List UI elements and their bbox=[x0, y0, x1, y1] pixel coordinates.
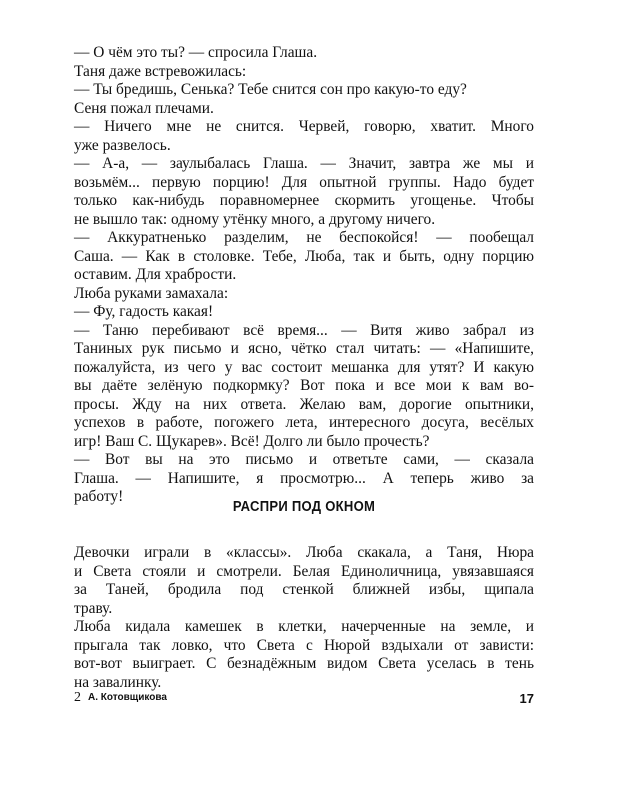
text-line: не вышло так: одному утёнку много, а другому ничего. bbox=[74, 210, 436, 228]
printer-signature-name: А. Котовщикова bbox=[88, 692, 167, 703]
text-line: пожалуйста, из чего у вас состоит мешанка для утят? И какую bbox=[74, 358, 534, 376]
text-line: Таниных рук письмо и ясно, чётко стал читать: — «Напишите, bbox=[74, 340, 534, 357]
text-line: — А-а, — заулыбалась Глаша. — Значит, завтра же мы и bbox=[74, 155, 534, 172]
text-line: Глаша. — Напишите, я просмотрю... А теперь живо за bbox=[74, 469, 534, 487]
text-line: траву. bbox=[74, 599, 113, 617]
text-line: вот-вот выиграет. С безнадёжным видом Света уселась в тень bbox=[74, 655, 534, 672]
text-line: — Аккуратненько разделим, не беспокойся! — пообещал bbox=[74, 229, 534, 246]
text-line: Сеня пожал плечами. bbox=[74, 99, 214, 117]
text-line: оставим. Для храбрости. bbox=[74, 266, 237, 283]
text-line: игр! Ваш С. Щукарев». Всё! Долго ли было прочесть? bbox=[74, 432, 430, 450]
text-line: уже развелось. bbox=[74, 136, 171, 154]
chapter-heading: РАСПРИ ПОД ОКНОМ bbox=[232, 499, 376, 515]
text-line: Таня даже встревожилась: bbox=[74, 62, 247, 80]
text-line: только как-нибудь поравномернее скормить угощенье. Чтобы bbox=[74, 192, 534, 209]
text-line: — Таню перебивают всё время... — Витя живо забрал из bbox=[74, 321, 534, 339]
text-line: Саша. — Как в столовке. Тебе, Люба, так и быть, одну порцию bbox=[74, 247, 534, 265]
text-line: возьмём... первую порцию! Для опытной группы. Надо будет bbox=[74, 173, 534, 191]
text-line: вы даёте зелёную подкормку? Вот пока и все мои к вам во- bbox=[74, 377, 534, 394]
text-line: Люба руками замахала: bbox=[74, 284, 229, 302]
text-line: за Таней, бродила под стенкой ближней избы, щипала bbox=[74, 581, 534, 598]
text-line: — Ты бредишь, Сенька? Тебе снится сон про какую-то еду? bbox=[74, 81, 467, 98]
text-line: просы. Жду на них ответа. Желаю вам, дорогие опытники, bbox=[74, 395, 534, 413]
page-number: 17 bbox=[519, 691, 534, 706]
text-line: Девочки играли в «классы». Люба скакала, а Таня, Нюра bbox=[74, 544, 534, 561]
chapter-text-block bbox=[74, 544, 534, 692]
text-line: — Вот вы на это письмо и ответьте сами, — сказала bbox=[74, 451, 534, 468]
text-line: и Света стояли и смотрели. Белая Единоличница, увязавшаяся bbox=[74, 562, 534, 580]
printer-signature-number: 2 bbox=[74, 690, 81, 705]
text-line: — Фу, гадость какая! bbox=[74, 303, 214, 320]
page-footer bbox=[74, 690, 534, 710]
text-line: работу! bbox=[74, 488, 124, 505]
upper-text-block bbox=[74, 44, 534, 507]
text-line: — Ничего мне не снится. Червей, говорю, хватит. Много bbox=[74, 118, 534, 135]
text-line: Люба кидала камешек в клетки, начерченные на земле, и bbox=[74, 618, 534, 635]
text-line: прыгала так ловко, что Света с Нюрой вздыхали от зависти: bbox=[74, 636, 534, 654]
text-line: успехов в работе, погожего лета, интересного досуга, весёлых bbox=[74, 414, 534, 431]
text-line: на завалинку. bbox=[74, 673, 162, 691]
text-line: — О чём это ты? — спросила Глаша. bbox=[74, 44, 318, 61]
